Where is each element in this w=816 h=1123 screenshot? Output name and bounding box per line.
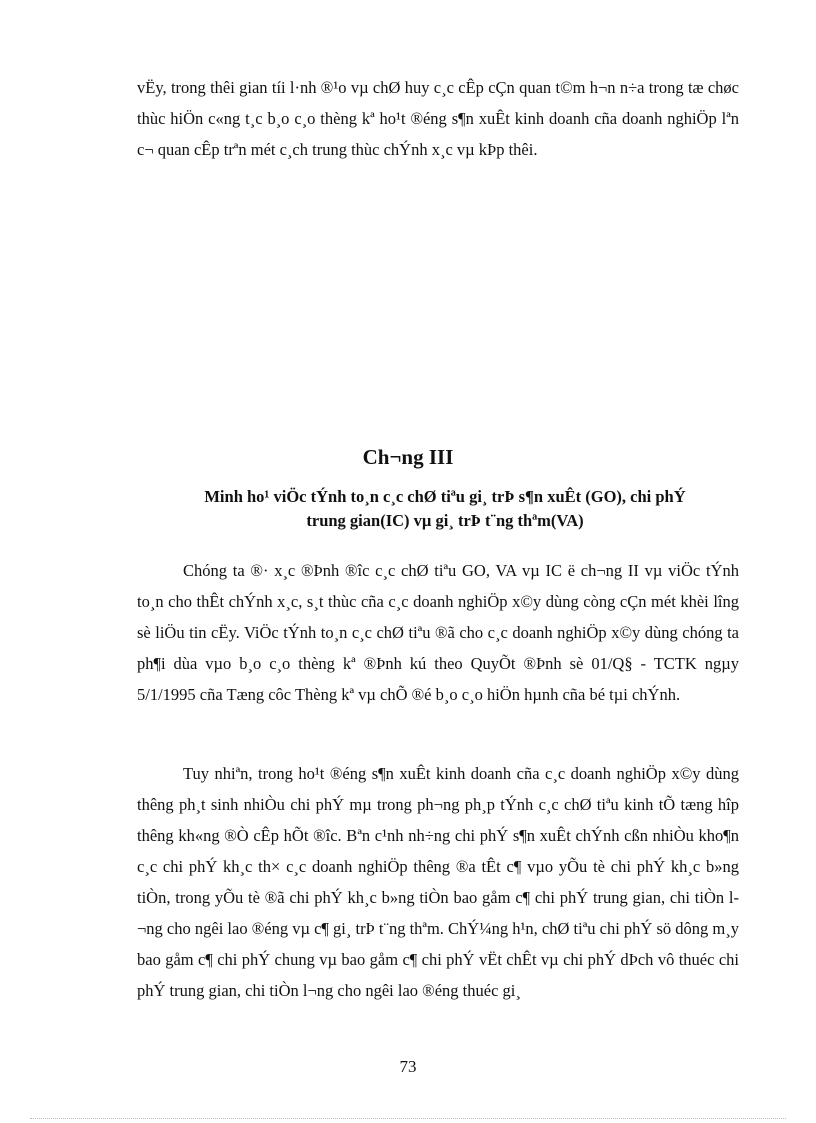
chapter-title: Ch¬ng III bbox=[362, 445, 454, 469]
continued-paragraph-block bbox=[137, 72, 739, 165]
chapter-subtitle-line-2: trung gian(IC) vµ gi¸ trÞ t¨ng thªm(VA) bbox=[306, 511, 584, 530]
body-paragraph-1: Chóng ta ®· x¸c ®Þnh ®îc c¸c chØ tiªu GO, VA vµ IC ë ch¬ng II vµ viÖc tÝnh to¸n cho thÊt chÝnh x¸c, s¸t thùc cña c¸c doanh nghiÖp x©y dùng còng cÇn mét khèi lîng sè liÖu tin cËy. ViÖc tÝnh to¸n c¸c chØ tiªu ®ã cho c¸c doanh nghiÖp x©y dùng chóng ta ph¶i dùa vµo b¸o c¸o thèng kª ®Þnh kú theo QuyÕt ®Þnh sè 01/Q§ - TCTK ngµy 5/1/1995 cña Tæng côc Thèng kª vµ chÕ ®é b¸o c¸o hiÖn hµnh cña bé tµi chÝnh. bbox=[137, 561, 739, 704]
continued-paragraph: vËy, trong thêi gian tíi l·nh ®¹o vµ chØ huy c¸c cÊp cÇn quan t©m h¬n n÷a trong tæ chøc thùc hiÖn c«ng t¸c b¸o c¸o thèng kª ho¹t ®éng s¶n xuÊt kinh doanh cña doanh nghiÖp lªn c¬ quan cÊp trªn mét c¸ch trung thùc chÝnh x¸c vµ kÞp thêi. bbox=[137, 78, 739, 159]
footer-divider bbox=[30, 1118, 786, 1119]
chapter-subtitle bbox=[150, 485, 740, 533]
page-number: 73 bbox=[399, 1057, 417, 1076]
body-paragraph-1-block bbox=[137, 555, 739, 710]
chapter-subtitle-line-1: Minh ho¹ viÖc tÝnh to¸n c¸c chØ tiªu gi¸ trÞ s¶n xuÊt (GO), chi phÝ bbox=[204, 487, 686, 506]
body-paragraph-2: Tuy nhiªn, trong ho¹t ®éng s¶n xuÊt kinh doanh cña c¸c doanh nghiÖp x©y dùng thêng ph¸t sinh nhiÒu chi phÝ mµ trong ph¬ng ph¸p tÝnh c¸c chØ tiªu kinh tÕ tæng hîp thêng kh«ng ®Ò cÊp hÕt ®îc. Bªn c¹nh nh÷ng chi phÝ s¶n xuÊt chÝnh cßn nhiÒu kho¶n c¸c chi phÝ kh¸c th× c¸c doanh nghiÖp thêng ®a tÊt c¶ vµo yÕu tè chi phÝ kh¸c b»ng tiÒn, trong yÕu tè ®ã chi phÝ kh¸c b»ng tiÒn bao gåm c¶ chi phÝ trung gian, chi tiÒn l¬ng cho ngêi lao ®éng vµ c¶ gi¸ trÞ t¨ng thªm. ChÝ¼ng h¹n, chØ tiªu chi phÝ sö dông m¸y bao gåm c¶ chi phÝ chung vµ bao gåm c¶ chi phÝ vËt chÊt vµ chi phÝ dÞch vô thuéc chi phÝ trung gian, chi tiÒn l¬ng cho ngêi lao ®éng thuéc gi¸ bbox=[137, 764, 739, 1000]
body-paragraph-2-block bbox=[137, 758, 739, 1006]
